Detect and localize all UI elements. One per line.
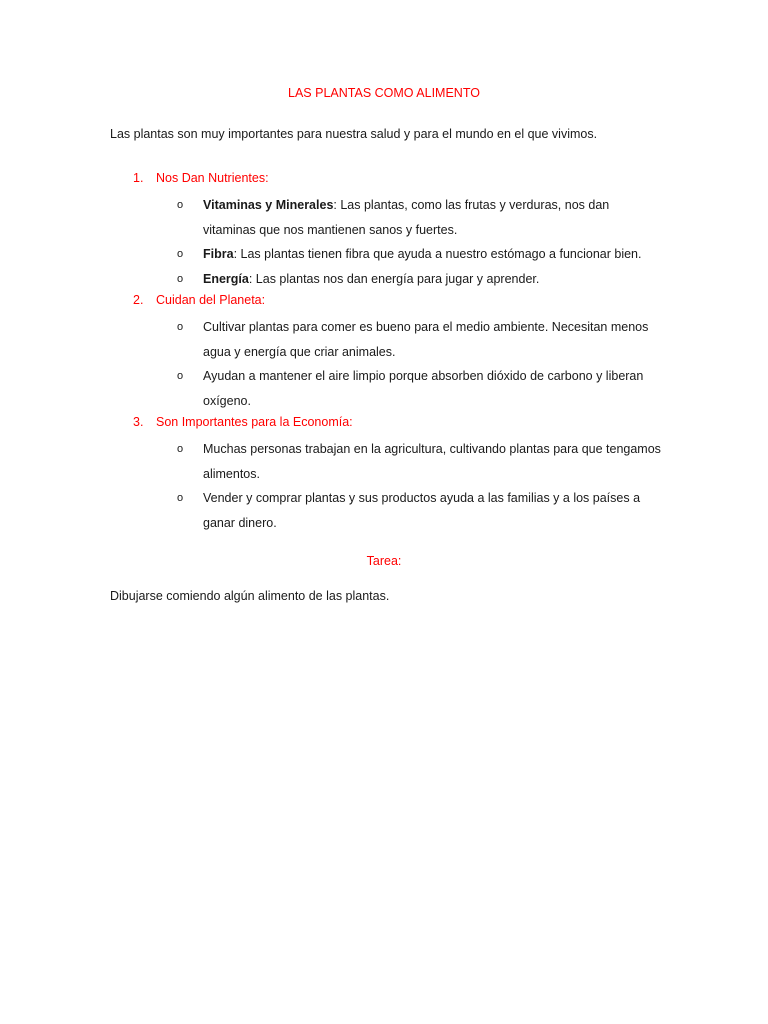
bullet-term: Energía	[203, 271, 249, 286]
section-title: Cuidan del Planeta:	[156, 293, 266, 307]
section-number: 1.	[133, 171, 144, 185]
bullet-item	[177, 437, 663, 486]
bullet-marker: o	[177, 199, 184, 211]
section-heading	[0, 169, 768, 193]
bullet-text: Muchas personas trabajan en la agricultura, cultivando plantas para que tengamos alimentos.	[203, 442, 661, 481]
section-heading	[0, 413, 768, 437]
sections-list	[0, 169, 768, 535]
bullet-marker: o	[177, 248, 184, 260]
section-title: Nos Dan Nutrientes:	[156, 171, 269, 185]
bullet-item	[177, 315, 663, 364]
bullet-item	[177, 364, 663, 413]
bullet-item	[177, 486, 663, 535]
document-title: LAS PLANTAS COMO ALIMENTO	[288, 86, 480, 100]
tarea-paragraph: Dibujarse comiendo algún alimento de las plantas.	[110, 589, 390, 603]
section-heading	[0, 291, 768, 315]
bullet-text: : Las plantas, como las frutas y verduras, nos dan vitaminas que nos mantienen sanos y fuertes.	[203, 198, 610, 237]
bullet-item	[177, 193, 663, 242]
tarea-heading: Tarea:	[366, 554, 402, 568]
bullet-marker: o	[177, 370, 184, 382]
bullet-term: Fibra	[203, 247, 234, 261]
bullet-text: : Las plantas nos dan energía para jugar y aprender.	[248, 271, 540, 286]
bullet-marker: o	[177, 321, 184, 333]
section-title: Son Importantes para la Economía:	[156, 415, 353, 429]
section-number: 3.	[133, 415, 144, 429]
bullet-marker: o	[177, 272, 184, 285]
intro-paragraph: Las plantas son muy importantes para nuestra salud y para el mundo en el que vivimos.	[110, 127, 598, 141]
bullet-text: : Las plantas tienen fibra que ayuda a nuestro estómago a funcionar bien.	[233, 247, 642, 261]
section-number: 2.	[133, 293, 144, 307]
bullet-term: Vitaminas y Minerales	[203, 198, 334, 212]
bullet-text: Cultivar plantas para comer es bueno para el medio ambiente. Necesitan menos agua y energía que criar animales.	[203, 320, 649, 359]
bullet-marker: o	[177, 492, 184, 504]
bullet-marker: o	[177, 443, 184, 455]
bullet-item	[177, 242, 663, 267]
bullet-item	[177, 267, 663, 292]
bullet-text: Ayudan a mantener el aire limpio porque absorben dióxido de carbono y liberan oxígeno.	[203, 369, 644, 408]
bullet-text: Vender y comprar plantas y sus productos ayuda a las familias y a los países a ganar dinero.	[203, 491, 641, 530]
